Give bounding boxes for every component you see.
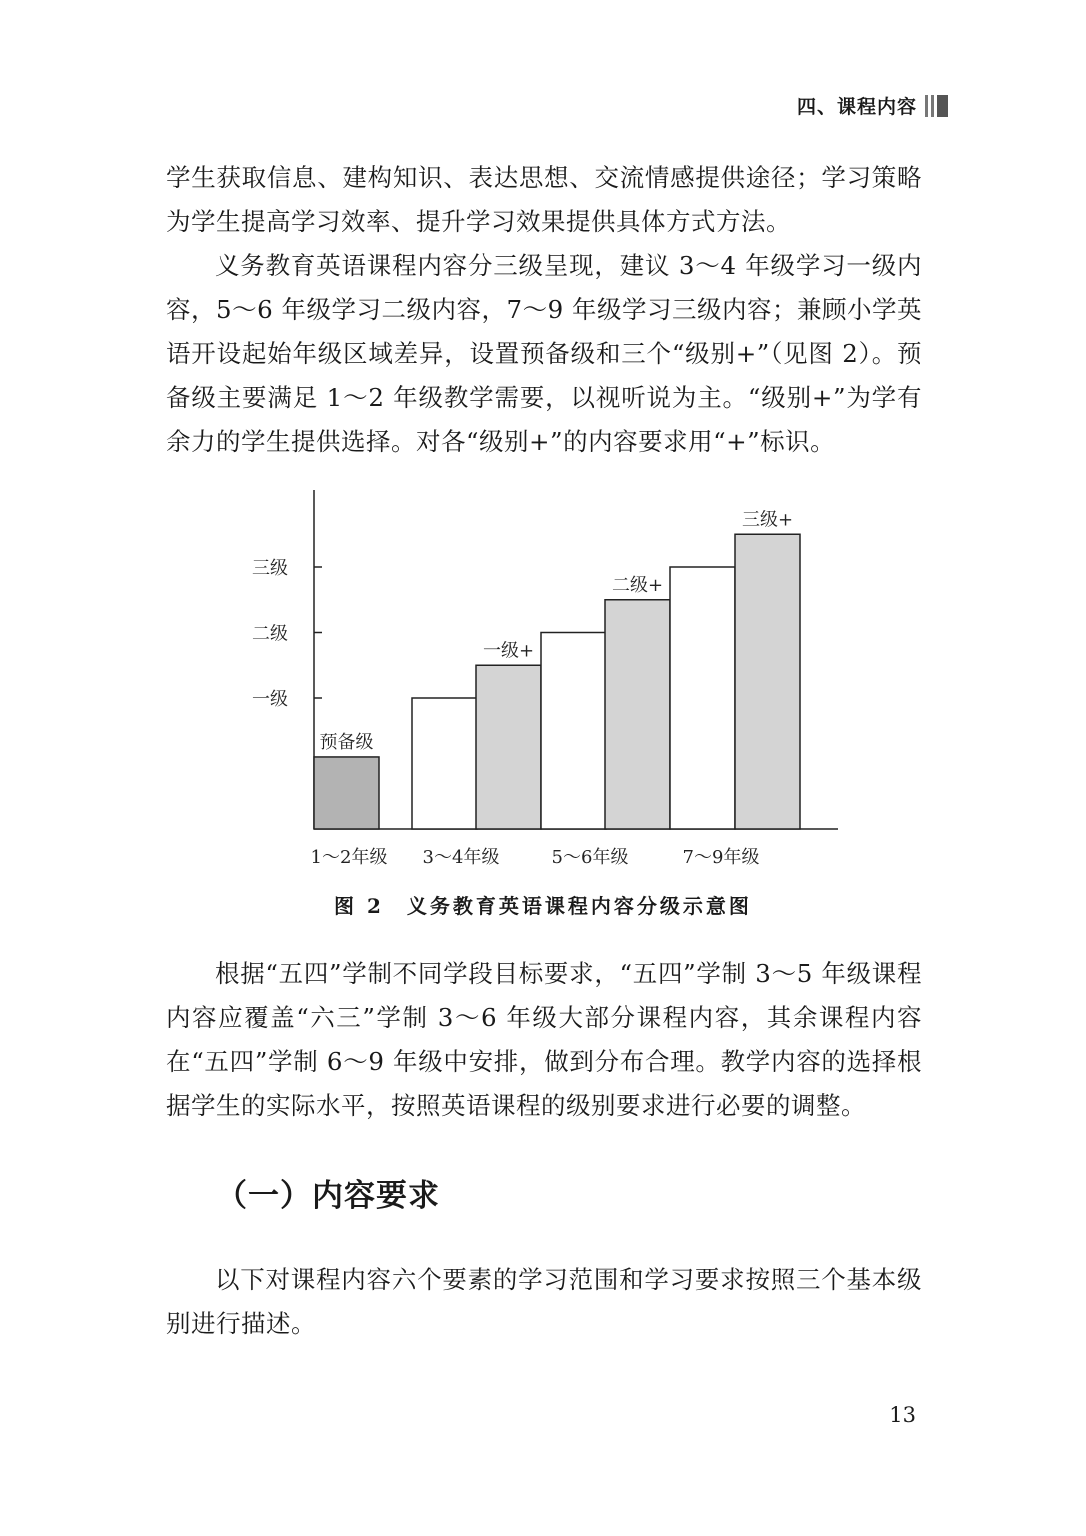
bar-1 (412, 698, 477, 829)
paragraph-3: 根据“五四”学制不同学段目标要求，“五四”学制 3～5 年级课程内容应覆盖“六三”学制 3～6 年级大部分课程内容，其余课程内容在“五四”学制 6～9 年级中安排，做到分布合理。教学内容的选择根据学生的实际水平，按照英语课程的级别要求进行必要的调整。 (166, 959, 922, 1120)
y-tick-label-2: 三级 (252, 558, 288, 579)
y-tick-label-1: 二级 (252, 623, 288, 645)
bar-0 (314, 757, 379, 829)
running-title: 四、课程内容 (796, 96, 917, 118)
bar-6 (735, 534, 800, 829)
bar-3 (541, 633, 606, 830)
bar-5 (670, 567, 735, 829)
category-label-2: 5～6年级 (551, 847, 629, 868)
category-label-3: 7～9年级 (682, 847, 760, 868)
figure-caption: 图 2 义务教育英语课程内容分级示意图 (334, 894, 752, 918)
y-tick-label-0: 一级 (252, 689, 288, 710)
bar-4 (605, 600, 670, 829)
bar-label-0: 预备级 (319, 731, 374, 753)
bar-label-4: 二级+ (611, 574, 664, 596)
page-number: 13 (889, 1403, 916, 1427)
paragraph-2: 义务教育英语课程内容分三级呈现，建议 3～4 年级学习一级内容，5～6 年级学习二级内容，7～9 年级学习三级内容；兼顾小学英语开设起始年级区域差异，设置预备级和三个“级别+”（见图 2）。预备级主要满足 1～2 年级教学需要，以视听说为主。“级别+”为学有余力的学生提供选择。对各“级别+”的内容要求用“+”标识。 (166, 251, 922, 456)
category-label-0: 1～2年级 (310, 847, 388, 868)
bar-2 (476, 665, 541, 829)
category-label-1: 3～4年级 (422, 847, 500, 868)
bar-label-2: 一级+ (482, 640, 535, 662)
bar-label-6: 三级+ (741, 509, 794, 531)
section-heading: （一）内容要求 (216, 1178, 440, 1214)
paragraph-4: 以下对课程内容六个要素的学习范围和学习要求按照三个基本级别进行描述。 (166, 1265, 922, 1338)
paragraph-1: 学生获取信息、建构知识、表达思想、交流情感提供途径；学习策略为学生提高学习效率、提升学习效果提供具体方式方法。 (166, 163, 922, 236)
